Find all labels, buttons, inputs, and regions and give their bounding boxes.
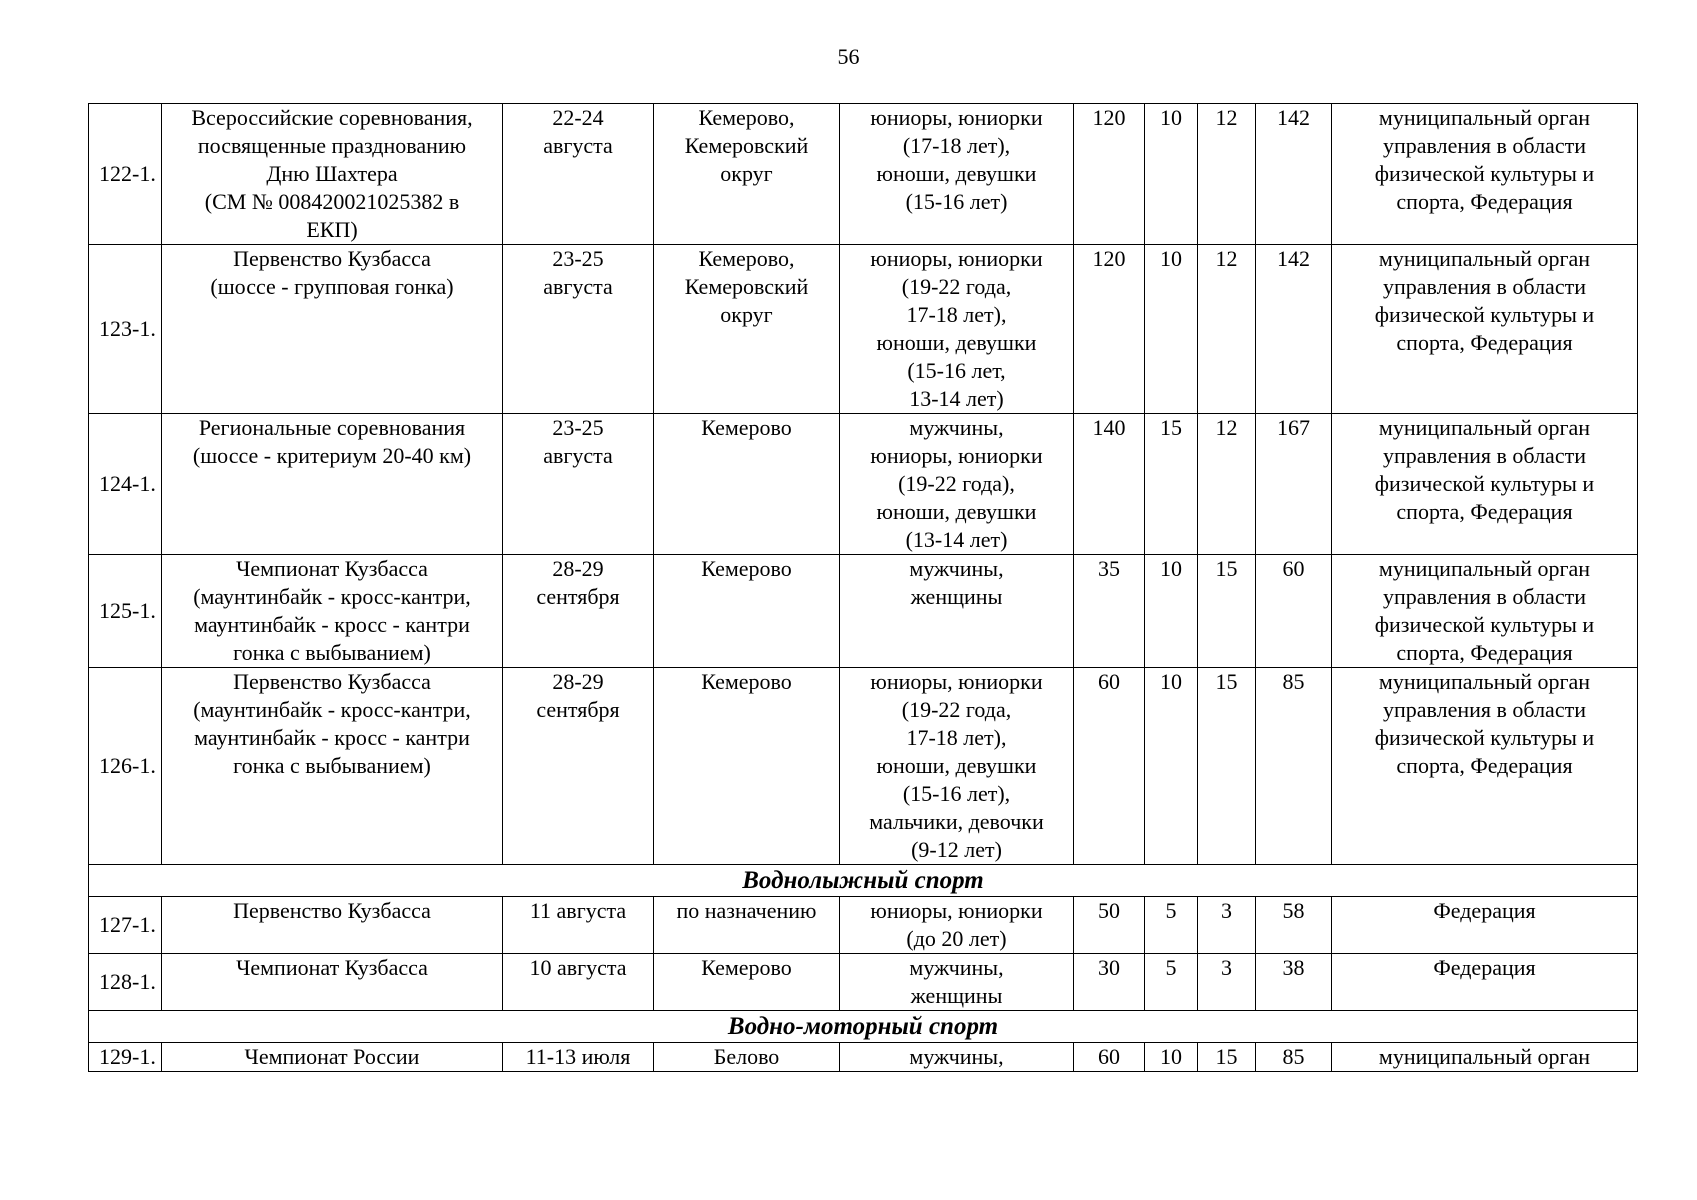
count-3: 15 — [1198, 555, 1256, 668]
event-organizer: муниципальный орган управления в области физической культуры и спорта, Федерация — [1332, 104, 1638, 245]
event-name: Чемпионат России — [162, 1043, 503, 1072]
event-place: по назначению — [654, 897, 840, 954]
row-number: 128-1. — [89, 954, 162, 1011]
event-place: Кемерово — [654, 954, 840, 1011]
table-row — [89, 897, 1638, 954]
event-dates: 28-29 сентября — [503, 668, 654, 865]
event-participants: юниоры, юниорки (19-22 года, 17-18 лет), юноши, девушки (15-16 лет, 13-14 лет) — [840, 245, 1074, 414]
count-2: 10 — [1145, 245, 1198, 414]
event-name: Всероссийские соревнования, посвященные празднованию Дню Шахтера (СМ № 008420021025382 в ЕКП) — [162, 104, 503, 245]
count-3: 12 — [1198, 104, 1256, 245]
count-1: 120 — [1074, 104, 1145, 245]
count-total: 85 — [1256, 668, 1332, 865]
event-participants: юниоры, юниорки (17-18 лет), юноши, девушки (15-16 лет) — [840, 104, 1074, 245]
event-dates: 10 августа — [503, 954, 654, 1011]
event-organizer: муниципальный орган управления в области физической культуры и спорта, Федерация — [1332, 555, 1638, 668]
count-1: 140 — [1074, 414, 1145, 555]
count-2: 5 — [1145, 954, 1198, 1011]
table-row — [89, 104, 1638, 245]
event-dates: 23-25 августа — [503, 245, 654, 414]
event-dates: 28-29 сентября — [503, 555, 654, 668]
table-row — [89, 555, 1638, 668]
row-number: 129-1. — [89, 1043, 162, 1072]
event-name: Чемпионат Кузбасса (маунтинбайк - кросс-кантри, маунтинбайк - кросс - кантри гонка с выбыванием) — [162, 555, 503, 668]
event-place: Кемерово — [654, 668, 840, 865]
table-row — [89, 1043, 1638, 1072]
event-place: Кемерово, Кемеровский округ — [654, 104, 840, 245]
event-dates: 11 августа — [503, 897, 654, 954]
event-organizer: муниципальный орган управления в области физической культуры и спорта, Федерация — [1332, 414, 1638, 555]
event-place: Белово — [654, 1043, 840, 1072]
event-name: Первенство Кузбасса (маунтинбайк - кросс-кантри, маунтинбайк - кросс - кантри гонка с выбыванием) — [162, 668, 503, 865]
event-organizer: муниципальный орган — [1332, 1043, 1638, 1072]
table-row — [89, 668, 1638, 865]
event-participants: мужчины, женщины — [840, 954, 1074, 1011]
count-3: 12 — [1198, 245, 1256, 414]
event-organizer: Федерация — [1332, 897, 1638, 954]
event-participants: мужчины, юниоры, юниорки (19-22 года), юноши, девушки (13-14 лет) — [840, 414, 1074, 555]
row-number: 127-1. — [89, 897, 162, 954]
event-organizer: муниципальный орган управления в области физической культуры и спорта, Федерация — [1332, 245, 1638, 414]
events-table — [88, 103, 1638, 1072]
event-name: Чемпионат Кузбасса — [162, 954, 503, 1011]
count-2: 5 — [1145, 897, 1198, 954]
section-heading: Воднолыжный спорт — [89, 865, 1638, 897]
event-dates: 22-24 августа — [503, 104, 654, 245]
count-1: 60 — [1074, 1043, 1145, 1072]
event-place: Кемерово — [654, 555, 840, 668]
count-3: 15 — [1198, 1043, 1256, 1072]
event-organizer: муниципальный орган управления в области физической культуры и спорта, Федерация — [1332, 668, 1638, 865]
count-2: 10 — [1145, 104, 1198, 245]
table-row — [89, 954, 1638, 1011]
count-total: 60 — [1256, 555, 1332, 668]
count-1: 60 — [1074, 668, 1145, 865]
count-3: 3 — [1198, 954, 1256, 1011]
event-name: Первенство Кузбасса — [162, 897, 503, 954]
count-1: 50 — [1074, 897, 1145, 954]
count-total: 38 — [1256, 954, 1332, 1011]
count-1: 120 — [1074, 245, 1145, 414]
event-dates: 23-25 августа — [503, 414, 654, 555]
count-3: 3 — [1198, 897, 1256, 954]
section-row — [89, 865, 1638, 897]
page-number: 56 — [837, 44, 860, 69]
row-number: 123-1. — [89, 245, 162, 414]
event-participants: юниоры, юниорки (19-22 года, 17-18 лет), юноши, девушки (15-16 лет), мальчики, девочки (9-12 лет) — [840, 668, 1074, 865]
count-2: 15 — [1145, 414, 1198, 555]
count-total: 58 — [1256, 897, 1332, 954]
row-number: 126-1. — [89, 668, 162, 865]
row-number: 125-1. — [89, 555, 162, 668]
count-2: 10 — [1145, 1043, 1198, 1072]
event-place: Кемерово — [654, 414, 840, 555]
count-total: 142 — [1256, 245, 1332, 414]
event-name: Региональные соревнования (шоссе - критериум 20-40 км) — [162, 414, 503, 555]
count-3: 12 — [1198, 414, 1256, 555]
table-row — [89, 245, 1638, 414]
row-number: 122-1. — [89, 104, 162, 245]
event-dates: 11-13 июля — [503, 1043, 654, 1072]
count-total: 142 — [1256, 104, 1332, 245]
count-total: 85 — [1256, 1043, 1332, 1072]
count-1: 35 — [1074, 555, 1145, 668]
count-2: 10 — [1145, 555, 1198, 668]
count-total: 167 — [1256, 414, 1332, 555]
count-3: 15 — [1198, 668, 1256, 865]
count-1: 30 — [1074, 954, 1145, 1011]
event-name: Первенство Кузбасса (шоссе - групповая гонка) — [162, 245, 503, 414]
event-participants: юниоры, юниорки (до 20 лет) — [840, 897, 1074, 954]
event-place: Кемерово, Кемеровский округ — [654, 245, 840, 414]
section-heading: Водно-моторный спорт — [89, 1011, 1638, 1043]
event-organizer: Федерация — [1332, 954, 1638, 1011]
event-participants: мужчины, — [840, 1043, 1074, 1072]
section-row — [89, 1011, 1638, 1043]
row-number: 124-1. — [89, 414, 162, 555]
table-row — [89, 414, 1638, 555]
count-2: 10 — [1145, 668, 1198, 865]
event-participants: мужчины, женщины — [840, 555, 1074, 668]
